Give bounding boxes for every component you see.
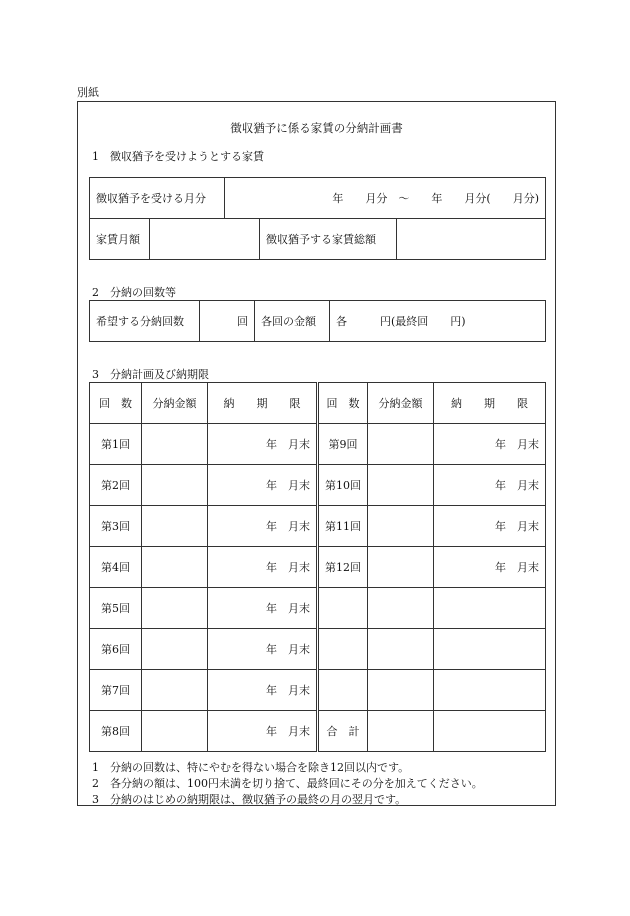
installment-number: 第2回 (90, 465, 142, 506)
section2-heading: 2 分納の回数等 (92, 286, 176, 299)
rent-table (89, 218, 546, 260)
installment-amount-field[interactable] (142, 670, 208, 711)
installment-amount-field[interactable] (142, 588, 208, 629)
header-count: 回 数 (90, 383, 142, 424)
empty-cell (434, 711, 546, 752)
installment-deadline-field[interactable]: 年 月末 (208, 547, 318, 588)
installment-number: 第10回 (318, 465, 368, 506)
installment-deadline-field[interactable]: 年 月末 (208, 424, 318, 465)
monthly-rent-label: 家賃月額 (90, 219, 150, 260)
installment-deadline-field[interactable]: 年 月末 (208, 629, 318, 670)
installment-number: 第1回 (90, 424, 142, 465)
note-3: 3 分納のはじめの納期限は、徴収猶予の最終の月の翌月です。 (92, 793, 407, 806)
installment-amount-field[interactable] (368, 506, 434, 547)
installment-number: 第9回 (318, 424, 368, 465)
attachment-label: 別紙 (77, 86, 99, 99)
installment-number: 第8回 (90, 711, 142, 752)
empty-cell (368, 670, 434, 711)
table-row (90, 424, 546, 465)
installment-amount-field[interactable] (368, 711, 434, 752)
deferred-total-field[interactable] (397, 219, 546, 260)
table-row (90, 711, 546, 752)
table-row (90, 465, 546, 506)
header-amount: 分納金額 (368, 383, 434, 424)
header-count: 回 数 (318, 383, 368, 424)
note-2: 2 各分納の額は、100円未満を切り捨て、最終回にその分を加えてください。 (92, 777, 483, 790)
desired-count-field[interactable]: 回 (200, 301, 255, 342)
installment-deadline-field[interactable]: 年 月末 (208, 588, 318, 629)
installment-amount-field[interactable] (142, 711, 208, 752)
installment-deadline-field[interactable]: 年 月末 (208, 670, 318, 711)
installment-amount-field[interactable] (142, 506, 208, 547)
deferral-period-table (89, 177, 546, 219)
installment-amount-field[interactable] (142, 424, 208, 465)
deferral-month-label: 徴収猶予を受ける月分 (90, 178, 225, 219)
installment-plan-table (89, 382, 546, 752)
installment-deadline-field[interactable]: 年 月末 (434, 424, 546, 465)
empty-cell (434, 588, 546, 629)
installment-number: 第6回 (90, 629, 142, 670)
installment-amount-field[interactable] (368, 547, 434, 588)
empty-cell (318, 670, 368, 711)
installment-deadline-field[interactable]: 年 月末 (434, 506, 546, 547)
installment-amount-field[interactable] (368, 465, 434, 506)
document-title: 徴収猶予に係る家賃の分納計画書 (230, 121, 403, 135)
installment-amount-field[interactable] (368, 424, 434, 465)
installment-number: 第11回 (318, 506, 368, 547)
installment-deadline-field[interactable]: 年 月末 (434, 465, 546, 506)
desired-count-label: 希望する分納回数 (90, 301, 200, 342)
monthly-rent-field[interactable] (150, 219, 260, 260)
table-row (90, 547, 546, 588)
empty-cell (368, 588, 434, 629)
installment-amount-field[interactable] (142, 547, 208, 588)
empty-cell (434, 670, 546, 711)
each-amount-field[interactable]: 各 円(最終回 円) (330, 301, 546, 342)
installment-count-table (89, 300, 546, 342)
installment-deadline-field[interactable]: 年 月末 (208, 711, 318, 752)
installment-number: 合 計 (318, 711, 368, 752)
installment-deadline-field[interactable]: 年 月末 (208, 465, 318, 506)
installment-number: 第4回 (90, 547, 142, 588)
empty-cell (368, 629, 434, 670)
installment-amount-field[interactable] (142, 465, 208, 506)
header-deadline: 納 期 限 (434, 383, 546, 424)
table-row (90, 506, 546, 547)
empty-cell (434, 629, 546, 670)
table-row (90, 670, 546, 711)
table-row (90, 629, 546, 670)
table-row (90, 588, 546, 629)
installment-number: 第5回 (90, 588, 142, 629)
installment-deadline-field[interactable]: 年 月末 (208, 506, 318, 547)
header-deadline: 納 期 限 (208, 383, 318, 424)
deferral-month-field[interactable]: 年 月分 ～ 年 月分( 月分) (225, 178, 546, 219)
installment-number: 第7回 (90, 670, 142, 711)
installment-deadline-field[interactable]: 年 月末 (434, 547, 546, 588)
empty-cell (318, 588, 368, 629)
header-amount: 分納金額 (142, 383, 208, 424)
empty-cell (318, 629, 368, 670)
section1-heading: 1 徴収猶予を受けようとする家賃 (92, 150, 264, 163)
each-amount-label: 各回の金額 (255, 301, 330, 342)
installment-number: 第12回 (318, 547, 368, 588)
installment-number: 第3回 (90, 506, 142, 547)
deferred-total-label: 徴収猶予する家賃総額 (260, 219, 397, 260)
section3-heading: 3 分納計画及び納期限 (92, 368, 209, 381)
note-1: 1 分納の回数は、特にやむを得ない場合を除き12回以内です。 (92, 761, 410, 774)
installment-amount-field[interactable] (142, 629, 208, 670)
